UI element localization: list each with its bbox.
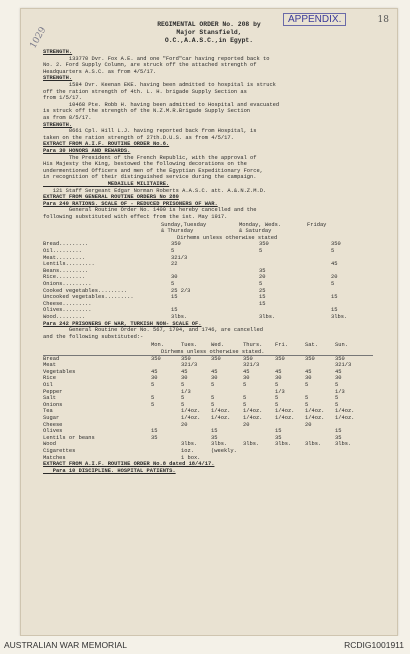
paragraph-line: 133770 Dvr. Fox A.E. and one "Ford"car having reported back to [43,55,270,62]
table1-cell: 22 [171,261,178,268]
table2-row-label: Pepper [43,388,63,395]
paragraph-line: STRENGTH. [43,49,73,55]
table2-cell: 45 [243,368,250,375]
table1-cell: 3lbs. [171,314,188,320]
appendix-label: APPENDIX. [283,13,346,26]
table2-cell: 20 [305,421,312,428]
table1-cell: 5 [331,248,335,254]
table2-cell: 15 [335,428,342,435]
table2-cell: 5 [305,382,309,388]
paragraph-line: 10468 Pte. Robb H. having been admitted to Hospital and evacuated [43,101,280,108]
table2-cell: 5 [211,395,215,402]
table2-cell: 30 [151,375,158,382]
table2-cell: 1/3 [275,388,285,395]
closing-line: EXTRACT FROM A.I.F. ROUTINE ORDER No.8 dated 18/4/17. [43,461,215,468]
table2-cell: 5 [151,401,155,408]
table2-cell: 5 [305,401,309,408]
paragraph-line: in recognition of their distinguished service during the campaign. [43,174,257,181]
table2-cell: 1/4oz. [181,408,201,415]
table1-cell: 15 [331,307,338,314]
table1-cell: 15 [331,294,338,301]
table2-cell: 1/4oz. [181,415,201,421]
table2-cell: 45 [151,368,158,375]
paragraph-line: His Majesty the King, bestowed the following decorations on the [43,161,247,168]
paragraph-line: taken on the ration strength of 27th.D.U.S. as from 4/5/17. [43,134,234,141]
table1-cell: 25 [259,287,266,294]
table1-row-label: Beans......... [43,267,89,274]
table2-header: Fri. [275,342,288,349]
table2-cell: 1/4oz. [243,415,263,421]
stamp-number: 1029 [28,25,49,51]
table1-cell: 15 [171,307,178,314]
table2-row-label: Wood [43,441,56,448]
header-line3: O.C.,A.A.S.C.,in Egypt. [164,37,254,44]
table2-cell: 1/3 [335,388,345,395]
table2-cell: 350 [305,355,315,362]
table2-cell: 30 [181,375,188,382]
table2-cell: 35 [335,434,342,441]
paragraph-line: EXTRACT FROM A.I.F. ROUTINE ORDER No.6. [43,141,170,148]
table1-cell: 45 [331,261,338,268]
table2-cell: 5 [181,401,185,408]
table1-cell: 5 [331,281,335,287]
table2-cell: 1/4oz. [211,408,231,415]
table2-cell: 5 [243,401,247,408]
table2-cell: 5 [335,382,339,388]
document-page [20,8,398,636]
table1-cell: 15 [259,294,266,301]
paragraph-line: The President of the French Republic, with the approval of [43,154,257,161]
table2-cell: 350 [275,355,285,362]
paragraph-line: EXTRACT FROM GENERAL ROUTINE ORDERS No 280 [43,194,179,201]
paragraph-line: Para 30 HONORS AND REWARDS. [43,148,131,154]
paragraph-line: STRENGTH. [43,121,73,128]
table1-cell: 15 [259,300,266,307]
table2-cell: 3lbs. [305,441,322,448]
table2-header: Sun. [335,342,348,349]
table2-cell: 35 [211,434,218,441]
table2-cell: 3lbs. [211,441,228,448]
table2-cell: 5 [275,401,279,408]
paragraph-line: 1584 Dvr. Keenan EKE. having been admitted to hospital is struck [43,82,276,88]
footer-id: RCDIG1001911 [344,640,404,650]
paragraph-line: Para 240 RATIONS. SCALE OF - REDUCED PRISONERS OF WAR. [43,200,218,207]
table2-cell: 1/4oz. [335,415,355,421]
table2-cell: 1oz. [181,448,194,454]
table2-cell: 20 [181,421,188,428]
table2-row-label: Oil [43,382,53,388]
table1-row-label: Bread......... [43,241,89,248]
table2-cell: 5 [335,395,339,402]
page-number: 18 [377,15,389,25]
paragraph-line: as from 8/5/17. [43,115,92,121]
table2-cell: 1 box. [181,454,201,461]
table2-rule [43,355,373,356]
table1-cell: 25 2/3 [171,287,191,294]
table2-cell: 5 [151,395,155,402]
table2-cell: 30 [275,375,282,382]
table2-cell: 30 [335,375,342,382]
table1-row-label: Uncooked vegetables......... [43,294,134,301]
paragraph-line: undermentioned Officers and men of the Egyptian Expeditionary Force, [43,167,263,174]
paragraph-line: is struck off the strength of the N.Z.M.R.Brigade Supply Section [43,108,251,115]
table2-cell: 5 [181,382,185,388]
table2-cell: 350 [335,355,345,362]
table2-cell: 5 [151,382,155,388]
table1-row-label: Onions......... [43,281,92,287]
table2-cell: 3lbs. [181,441,198,448]
footer-bar [0,636,410,654]
table2-cell: 1/4oz. [211,415,231,421]
table1-header: Monday, Weds. [239,221,282,228]
table2-cell: 1/4oz. [275,408,295,415]
table1-cell: 20 [331,274,338,281]
closing-line: Para 10 DISCIPLINE. HOSPITAL PATIENTS. [43,467,176,474]
table2-cell: 5 [211,401,215,408]
table2-header: Sat. [305,342,318,349]
table1-cell: 15 [171,294,178,301]
table1-cell: 321/3 [171,254,188,261]
table1-header: Sunday,Tuesday [161,221,207,228]
table2-cell: 20 [243,421,250,428]
paragraph-line: MEDAILLE MILITAIRE. [43,181,170,187]
table2-cell: 30 [211,375,218,382]
table1-row-label: Oil......... [43,248,82,254]
table1-row-label: Rice......... [43,274,86,281]
table2-cell: 1/4oz. [305,408,325,415]
table2-row-label: Meat [43,362,56,369]
table2-cell: (weekly. [211,448,237,454]
table1-unit-note: Dirhems unless otherwise stated [177,234,278,241]
table2-cell: 321/3 [335,362,352,369]
table2-row-label: Olives [43,428,63,435]
table2-cell: 5 [275,395,279,402]
table1-cell: 5 [259,281,263,287]
paragraph-line: General Routine Order No. 567, 1704, and 1746, are cancelled [43,327,263,334]
table1-cell: 5 [171,281,175,287]
paragraph-line: Headquarters A.S.C. as from 4/5/17. [43,68,157,75]
table1-header: & Thursday [161,228,194,235]
table2-cell: 5 [335,401,339,408]
table2-cell: 321/3 [181,362,198,369]
table2-header: Wed. [211,342,224,349]
table2-cell: 45 [211,368,218,375]
paragraph-line: STRENGTH. [43,75,73,82]
table2-row-label: Lentils or beans [43,434,95,441]
table1-cell: 20 [259,274,266,281]
table1-cell: 350 [171,241,181,248]
table2-cell: 45 [275,368,282,375]
table2-cell: 5 [243,382,247,388]
table2-row-label: Tea [43,408,53,415]
table2-header: Thurs. [243,342,263,349]
table2-cell: 45 [181,368,188,375]
paragraph-line: and the following substituted:- [43,333,144,340]
paragraph-line: 121 Staff Sergeant Edgar Norman Roberts A.A.S.C. att. A.&.N.Z.M.D. [43,187,267,194]
table2-cell: 5 [211,382,215,388]
table2-cell: 3lbs. [275,441,292,448]
header-line2: Major Stansfield, [176,29,242,36]
paragraph-line: 8661 Cpl. Hill L.J. having reported back from Hospital, is [43,128,257,135]
table1-header: & Saturday [239,228,272,235]
table2-cell: 15 [151,428,158,435]
table2-cell: 5 [243,395,247,402]
table2-cell: 1/4oz. [275,415,295,421]
table1-row-label: Wood......... [43,314,86,320]
table1-row-label: Meat......... [43,254,86,261]
table2-cell: 45 [335,368,342,375]
table1-cell: 350 [259,241,269,248]
table1-cell: 3lbs. [331,314,348,320]
table2-header: Tues. [181,342,198,349]
table2-row-label: Bread [43,355,60,362]
table1-cell: 30 [171,274,178,281]
table2-cell: 3lbs. [243,441,260,448]
table2-cell: 5 [275,382,279,388]
table2-cell: 5 [181,395,185,402]
table2-cell: 1/4oz. [305,415,325,421]
table2-row-label: Salt [43,395,56,402]
para2-title: Para 242 PRISONERS OF WAR, TURKISH NON- SCALE OF. [43,320,202,327]
table1-row-label: Olives......... [43,307,92,314]
table1-cell: 350 [331,241,341,248]
table2-row-label: Sugar [43,415,60,421]
paragraph-line: following substituted with effect from the 1st. May 1917. [43,214,228,220]
table2-row-label: Rice [43,375,56,382]
table1-row-label: Lentils......... [43,261,95,268]
table2-row-label: Matches [43,454,66,461]
paragraph-line: No. 2. Ford Supply Column, are struck off the attached strength of [43,62,257,69]
table2-cell: 30 [305,375,312,382]
table2-unit-note: Dirhems unless otherwise stated. [161,349,265,355]
footer-source: AUSTRALIAN WAR MEMORIAL [4,640,127,650]
table2-cell: 350 [181,355,191,362]
table2-cell: 1/3 [181,388,191,395]
paragraph-line: General Routine Order No. 1400 is hereby cancelled and the [43,207,257,214]
table2-cell: 45 [305,368,312,375]
table2-cell: 350 [151,355,161,362]
table2-header: Mon. [151,342,164,349]
table2-row-label: Vegetables [43,368,76,375]
table1-cell: 35 [259,267,266,274]
header-line1: REGIMENTAL ORDER No. 208 by [157,21,261,28]
table2-row-label: Onions [43,401,63,408]
table2-cell: 1/4oz. [335,408,355,415]
table1-cell: 5 [259,248,263,254]
table1-row-label: Cooked vegetables......... [43,287,128,294]
table1-row-label: Cheese......... [43,300,92,307]
table2-cell: 35 [275,434,282,441]
table2-cell: 30 [243,375,250,382]
table2-cell: 5 [305,395,309,402]
table2-row-label: Cheese [43,421,63,428]
table2-cell: 15 [211,428,218,435]
paragraph-line: off the ration strength of 4th. L. H. brigade Supply Section as [43,88,247,95]
table2-cell: 35 [151,434,158,441]
table1-header: Friday [307,221,327,228]
table1-cell: 5 [171,248,175,254]
table2-cell: 3lbs. [335,441,352,448]
table2-cell: 1/4oz. [243,408,263,415]
table2-cell: 15 [275,428,282,435]
paragraph-line: from 1/5/17. [43,95,82,102]
table1-cell: 3lbs. [259,314,276,320]
table2-cell: 350 [211,355,221,362]
table2-row-label: Cigarettes [43,448,76,454]
table2-cell: 321/3 [243,362,260,369]
table2-cell: 350 [243,355,253,362]
